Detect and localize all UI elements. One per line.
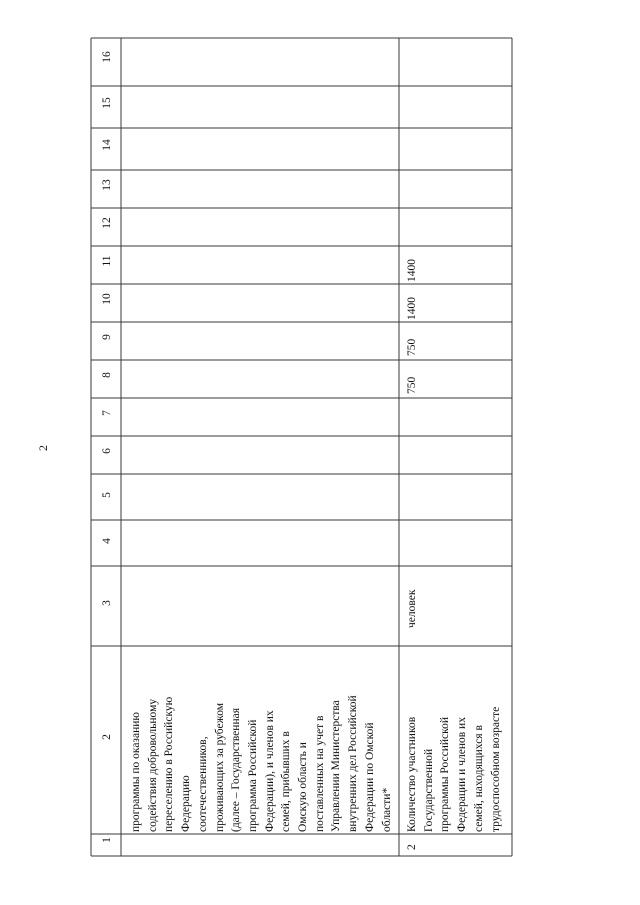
header-col-1: 1 [101, 837, 113, 843]
header-col-13: 13 [101, 179, 113, 191]
header-col-16: 16 [101, 51, 113, 63]
row2-col8-value: 750 [406, 376, 418, 394]
row2-number: 2 [406, 844, 418, 850]
header-col-10: 10 [101, 293, 113, 305]
row2-col9-value: 750 [406, 338, 418, 356]
header-col-12: 12 [101, 217, 113, 229]
header-col-15: 15 [101, 97, 113, 109]
header-col-2: 2 [101, 734, 113, 740]
header-col-6: 6 [101, 448, 113, 454]
row2-col10-value: 1400 [406, 297, 418, 320]
header-col-11: 11 [101, 255, 113, 267]
header-col-4: 4 [101, 538, 113, 544]
header-col-7: 7 [101, 410, 113, 416]
row2-indicator-text: Количество участников Государственной программы Российской Федерации и членов их семей, находящихся в трудоспособном возрасте [406, 706, 502, 832]
header-col-8: 8 [101, 372, 113, 378]
header-col-9: 9 [101, 334, 113, 340]
header-col-5: 5 [101, 492, 113, 498]
row2-unit: человек [406, 589, 418, 628]
header-col-3: 3 [101, 600, 113, 606]
page-number: 2 [36, 445, 50, 451]
row1-indicator-text: программы по оказанию содействия добровольному переселению в Российскую Федерацию соотечественников, проживающих за рубежом (далее – Государственная программа Российской Федерации), и членов их семей, прибывших в Омскую область и поставленных на учет в Управлении Министерства внутренних дел Российской Федерации по Омской области* [130, 695, 393, 832]
row2-col11-value: 1400 [406, 259, 418, 282]
header-col-14: 14 [101, 139, 113, 151]
